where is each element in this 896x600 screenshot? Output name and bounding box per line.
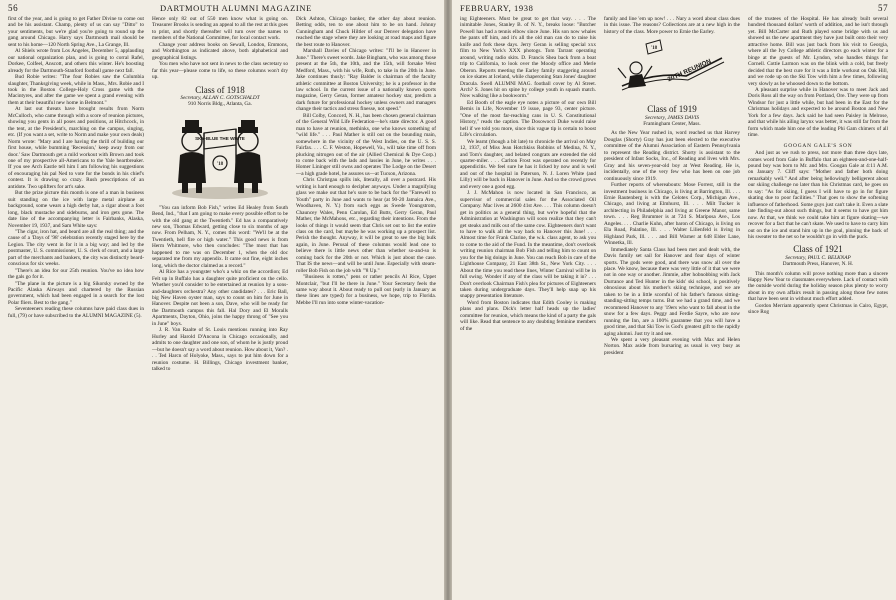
paragraph: "Business is rotten," pens or rather pencils Al Rice, Uppet Montclair, "but I'll be there in June." Your Secretary feels the same way about it. About ready to pull out (early in January as these lines are typed) for a business, we hope, trip to Florida. Mebbe I'll run into some winter-vacation- [296,274,436,306]
paragraph: J. R. Van Raalte of St. Louis mentions running into Ray Hurley and Harold D'Ancona in Chicago occasionally, and admits to one daughter and one son, of whom he is justly proud—but he doesn't say a word about reunion. How about it, Van? . . . Ted Harcn of Holyoke, Mass., says to put him down for a reunion costume. H. Billings, Chicago investment banker, talked to [152,327,288,372]
class-secretary: Secretary, ALLAN C. GOTSCHALDT [180,94,260,101]
reunion-cartoon-illustration [616,38,728,100]
left-column-2 [152,16,288,372]
book-gutter [444,0,452,600]
paragraph: Bill Colby, Concord, N. H., has been chosen general chairman of the General Wild Life Federation—he's state director. A good man to have at reunion, methinks, one who knows something of "wild life." . . . Paul Mather is still out on the bounding main, somewhere in the vicinity of the West Indies, on the U. S. S. Fairfax. . . . C. F. Weston, Hopewell, Va., will take time off from plucking nitrogen out of the air (Allied Chemical & Dye Corp.) to come back with the lads and lassies in June, he writes . . . Homer Lininger still owns and operates The Lodge on the Desert—a high grade hotel, he assures us—at Tucson, Arizona. [296,112,436,177]
paragraph: Marshall Davies of Chicago writes: "I'll be in Hanover in June." There's sweet words. Jake Bingham, who was among those present at the 5th, the 10th, and the 15th, will forsake West Medford, Mass., with his wife, Ruth, to take in the 20th in June. Jake continues thusly: "Ray Balder is chairman of the faculty athletic committee at Boston University; he is a professor in the law school. In the current issue of a nationally known sports magazine, Gerry Geran, former amateur hockey star, predicts a dark future for professional hockey unless owners and managers change their tactics and stress finesse, not speed." [296,48,436,113]
paragraph: At last out threats have brought results from Norm McCulloch, who came through with a score of reunion pictures, showing you gents in all poses and positions, at Hitchcock, in the tent, at the President's, marching on the campus, singing, etc. (If you want a set, write to Norm and make your own deals) Norm wrote: "Mary and I are having the thrill of building our first house, while bumming 'Recession,' keep away from our door.' Saw Dartmouth get a mild workout with Brown and took one of my prospective all-Americans to the Yale heartbreaker. If you see Arch Eastle tell him I am following his suggestions of encouraging his pal Ned to vote for the bonds in his chief's contest. It is drawing so crazy. Rush prescriptions of an antidote. Two uplifters for art's sake. [8,106,144,190]
left-column-3 [296,16,436,306]
paragraph: Further reports of whereabouts: Mose Forrest, still in the investment business in Chicago, is living at Barrington, Ill. . . . Ernie Rautenberg is with the Celotex Corp., Michigan Ave., Chicago, and living at Elmhurst, Ill. . . . Milt Tucker is architecting in Philadelphia and living at Greene Manor, same town. . . . Reg Brummer is at 724 S. Mariposa Ave., Los Angeles. . . . Charlie Kuhn, after baron of Chicago, is living on Ela Road, Palatine, Ill. . . . Walter Lilienfeld is living in Highland Park, Ill. . . . and Bill Warner at 648 Elder Lane, Winnetka, Ill. [604,182,740,247]
right-column-1 [460,16,596,332]
paragraph: You men who have not sent in news to the class secretary so far this year—please come to life, so these columns won't dry up. [152,61,288,81]
left-page [0,0,444,600]
paragraph: family and line 'em up now! . . . Nary a word about class dues in this issue. The reasons? Collections are at a new high in the history of the class. More power to Ernie the Earley. [604,16,740,35]
paragraph: But the prize picture this month is one of a man in business suit standing on the ice with large metal airplane as background, some wears a high derby hat, a cigar about a foot long, black mustache and sideburns, and iron gets gone. The date line of the accompanying letter is Fairbanks, Alaska, November 19, 1937, and Sam White says: [8,190,144,229]
right-running-head: FEBRUARY, 1938 [460,3,534,13]
subhead-googan-gale: GOOGAN GALE'S SON [783,142,853,149]
paragraph: Change your address books on Sewall, London, Emmons, and Worthington as indicated above, both alphabetical and geographical listings. [152,41,288,61]
paragraph: ing Eighteeners. Must be great to get that way. . . . The inimitable Jones, Stanley B. of N. Y., breaks loose: "Butcher Powell has had a tennis elbow since June. His son now whales the pants off him, and it's all the old man can do to raise his knife and fork these days. Jerry Geran is selling special xxx film to New York's XXX photogs. Tom Tarrant operating around, writing radio skits. D. Francis Shea back from a boat trip to California, to look over the Moody office and Merle Oberon. Reports meeting the Earley family staggering around on ice skates at Iceland, while chaperoning Stan Jones' daughter Dracula. Swell ALUMNI MAG. football cover by Al Street. Arch? S. Jones hit on spine by college youth in squash match. Now walking like a bookworm." [460,16,596,100]
paragraph: "The plane in the picture is a big Sikorsky owned by the Pacific Alaska Airways and chartered by the Russian government, which had been engaged in a search for the lost Polar fliers. Best to the gang." [8,280,144,306]
class-cartoon-illustration [164,111,276,201]
cartoon-caption: SKY-BLUE THE WHITE [195,135,245,141]
left-column-1 [8,16,144,319]
right-page-number: 57 [878,3,889,13]
class-heading-1919: Class of 1919 [647,104,697,115]
paragraph: We spent a very pleasant evening with Max and Helen Norton. Max aside from bursaring as usual is very busy as president [604,336,740,356]
paragraph: Immediately Santa Claus had been met and dealt with, the Davis family set sail for Hanover and four days of winter sports. The gods were good, and there was snow all over the place. We know, because there was very little of it that we were not in one way or another. Jimmie, after hobnobbing with Jack Durrance and Ted Hunter in the kids' ski school, is positively obnoxious about his mother's skiing technique, and we are taken to be in a little scornful of his father's famous sitting-standing-sitting temps turns. But we had a grand time, and we recommend Hanover to any '19ers who want to fall about in the snow for a few days. Peggy and Ferdie Sayre, who are now running the Inn, are a 100% guarantee that you will have a good time, and that Ski Tow is God's greatest gift to the rapidly aging alumni. Just try it and see. [604,246,740,337]
paragraph: Al Shiels wrote from Los Angeles, December 5, applauding our national organization plan, and is going to corral Rafel, Dorkee, Colfeel, Anscott, and others this winter. He's boosting already for the Dartmouth-Stanford football game next fall. [8,48,144,74]
paragraph: of the trustees of the Hospital. He has already built several hundred thousand dollars' worth of addition, and he isn't through yet. Bill McCarter and Ruth played some bridge with us and showed us the new apartment they have just built onto their very attractive home. Bill was just back from his visit to Georgia, where all the Ivy College athletic directors go each winter for a binge at the guests of Mr. Lyndon, who handles things for Cornell. Cottie Larmon was on the blink with a cold, but freely decided that the best cure for it was a little workout on Oak Hill, and we rode up on the Ski Tow with him a few times, following very slowly as he whoosed down to the bottom. [748,16,888,87]
paragraph: And just as we rush to press, not more than three days late, comes word from Gale in Buffalo that an eighteen-and-one-half-pound boy was born to Mr. and Mrs. Googan Gale at 4:11 A.M. on January 7. Cliff says: "Mother and father both doing remarkably well." And after being hellowingly belligerent about our skiing challenge no later than his Christmas card, he goes on to say: "As for skiing, I guess I will have to go in for figure skating due to poor facilities." That goes to show the softening influence of fatherhood. Some guys just can't take it. Even a slate late finding-out about such things, but it seems to have got him now. At that, we think we could take him at figure skating—we recover for a fact that he can't skate. We used to have to carry him out on the ice and stand him up in the goal, pinning the back of his sweater to the net so he wouldn't go in with the puck. [748,150,888,240]
right-column-2 [604,16,740,356]
right-column-3 [748,16,888,316]
paragraph: first of the year, and is going to get Father Divine to come out and be his assistant. Champ, plenty of us can say "Ditto" to your sentiments, but we're glad you're going to round up the gang around Chicago. Harry says Dartmouth mail should be sent to his home—120 North Spring Ave., La Grange, Ill. [8,16,144,48]
right-page [452,0,896,600]
paragraph: We learnt (though a bit late) to chronicle the arrival on May 12, 1937, of Miss Jean Hotchkiss Robbins of Medina, N. Y., and Tom's daughter, and belated congrats are extended the old quarter-miler. . . . Carlton Frost was operated on recently for appendicitis. We feel sure he has it licked by now and is well and out of the hospital in Paterson, N. J. Loren White (and Lilly) will be back in Hanover in June. And so the crowd grows and every one a good egg. [460,138,596,190]
paragraph: "The cigar, iron hat, and beard are all the real thing; and the cause of a 'Days of '98' celebration recently staged here by the Legion. The city went in for it in a big way; and led by the postmaster, U. S. commissioner, U. S. clerk of court, and a large part of the merchants and bankers, the city was distinctly beard-conscious for six weeks. [8,228,144,268]
left-page-number: 56 [8,3,19,13]
left-running-head: DARTMOUTH ALUMNI MAGAZINE [160,3,312,13]
svg-text:'18: '18 [216,161,224,167]
paragraph: A pleasant surprise while in Hanover was to meet Jack and Doris Ross all the way on from Portland, Ore. They were up from Windsor for just a little while, but had been in the East for the Christmas holidays and expected to be around Boston and New York for a few days. Jack said he had seen Paisley in Melrose, and that while his ailing larynx was better, it was still far from the form which made him one of the leading Phi Gam chimers of all time. [748,86,888,139]
paragraph: As the New Year rushed in, word reached us that Harvey Douglas (Shorty) Gray has just been elected to the executive committee of the Alumni Association of Eastern Pennsylvania to represent the Reading district. Shorty is assistant to the president of Infant Socks, Inc., of Reading and lives with Mrs. Gray and his seven-year-old boy at West Reading. He is, incidentally, one of the very few who has been on one job continuously since 1919. [604,130,740,182]
paragraph: J. J. McMahon is now located in San Francisco, as supervisor of commercial sales for the Associated Oil Company. Mac lives at 2600 41st Ave. . . . This column doesn't get in politics as a general thing, but we're hopeful that the Administration at Washington will soon realize that they can't get steaks and milk out of the same cow. Eighteeners don't want to have to walk all the way back to Hanover this June! . . . Almost time for Frank Clarine, the w.k. class agent, to ask you to come to the aid of the Fund. In the meantime, don't overlook writing reunion chairman Bob Fish and telling him to count on you for the big doings in June. You can reach Bob in care of the Lighthouse Company, 21 East 38th St., New York City. . . . About the time you read these lines, Winter Carnival will be in full swing. Wonder if any of the class will be taking it in? . . . Don't overlook Chairman Fish's plea for pictures of Eighteeners taken during undergraduate days. They'll help snap up his snappy presentation literature. [460,190,596,300]
paragraph: Hence only 82 out of 550 men know what is going on. Treasurer Brooks is sending an appeal to all the rest at this goes to print, and shortly thereafter will turn over the names to members of the National Committee, for local contact work. [152,16,288,42]
cartoon-caption: 20TH REUNION [666,58,713,84]
paragraph: Bud Robie writes: "The four Robies saw the Columbia slaughter, Thanksgiving week, while in Mass., Mrs. Robie and I took in the Boston College-Holy Cross game with the Macintyres, and after the game we spent a grand evening with them at their beautiful new home in Belmont." [8,74,144,106]
paragraph: This month's column will prove nothing more than a sincere Happy New Year to classmates everywhere. Lack of contact with the outside world during the holiday season plus plenty to worry about in my own affairs result in passing along those few notes that have been sent in without much effort added. [748,270,888,303]
class-heading-1921: Class of 1921 [793,244,843,255]
paragraph: "You can inform Bob Fish," writes Ed Healey from South Bend, Ind., "that I am going to make every possible effort to be with the old gang at the Twentieth." Ed has a comparatively new son, Thomas Edward, getting close to six months of age now. From Pelham, N. Y., comes this word: "We'll be at the Twentieth, hell fire or high water." This good news is from Herm Whitmore, who then concludes: "The most that has happened to me was on December 1, when the old doc separated me from my appendix. It came out fine, eight inches long, which the doctor claimed as a record." [152,204,288,269]
paragraph: Dick Ashton, Chicago banker, the other day about reunion. Betting odds, ten to one about him to be on hand. Johnny Cunningham and Chuck Hiltler of our Denver delegation have reached the stage where they are looking at road maps and figure the best route to Hanover. [296,16,436,48]
svg-text:'18: '18 [650,46,658,52]
paragraph: Seventeeners reading these columns have paid class dues in full, (79) or have subscribed to the ALUMNI MAGAZINE (5). [8,306,144,319]
paragraph: Word from Boston indicates that Edith Cooley is making plans and plans. Dick's letter half heads up the ladies' committee for reunion, which means the kind of a party the gals will like. Read that sentence to any doubting feminine members of the [460,299,596,332]
class-address: Dartmouth Press, Hanover, N. H. [782,261,854,268]
paragraph: Al Rice has a youngster who's a whiz on the accordion; Ed Felt up in Buffalo has a daughter quite proficient on the cello. Whether you'd consider to be entertained at reunion by a sons-and-daughters orchestra? Any other candidates? . . . Eric Ball, big New Haven oyster man, says to count on him for June in Hanover. Despite not been a son, Dave, who will be ready for the Dartmouth campus this fall. Hal Dory and El Moralls Apartments, Dayton, Ohio, joins the happy throng of "See you in June" boys. [152,269,288,327]
paragraph: "There's an idea for our 25th reunion. You've no idea how the gals go for it. [8,267,144,281]
class-secretary: Secretary, PAUL C. BELKNAP [785,254,851,261]
paragraph: Gordon Merriam apparently spent Christmas in Cairo, Egypt, since Rog [748,302,888,316]
class-heading-1918: Class of 1918 [195,84,245,95]
class-address: Framingham Center, Mass. [643,121,701,128]
paragraph: Ed Booth of the eagle eye notes a picture of our own Bill Bemis in Life, November 19 issue, page 93, center picture. "One of the most far-reaching cans in U. S. Constitutional History," reads the caption. The Dosowocci Duke would raise hell if we told you more, since this vague tip is certain to boost Life's circulation. [460,99,596,139]
class-secretary: Secretary, JAMES DAVIS [644,114,700,121]
paragraph: Chris Christgau spills ink, literally, all over a postcard. His writing is hard enough to decipher anyways. Under a magnifying glass we make out that he's sure to be back for the "Farewell to Youth" party in June and wants to hear (at 90-20 Jamaica Ave., Woodhaven, N. Y.) from such eggs as Swede Youngstrom, Chauncey Wales, Penn Carolan, Ed Butts, Gerry Geran, Paul Mather, the McMahons, etc., regarding their intentions. From the looks of things it would seem that Chris set out to list the entire class on the card, but maybe he was working up a prospect list. Perish the thought. Anyway, it will be great to see the big bulk again, in June. Perusal of these columns would lead one to believe there is little news other than whether so-and-so is coming back for the 20th or not. Which is just about the case. That IS the news—and will be until June. Especially with steam-roller Bob Fish on the job with "'8 Up." [296,177,436,274]
class-address: 910 Norris Bldg., Atlanta, Ga. [188,101,252,108]
